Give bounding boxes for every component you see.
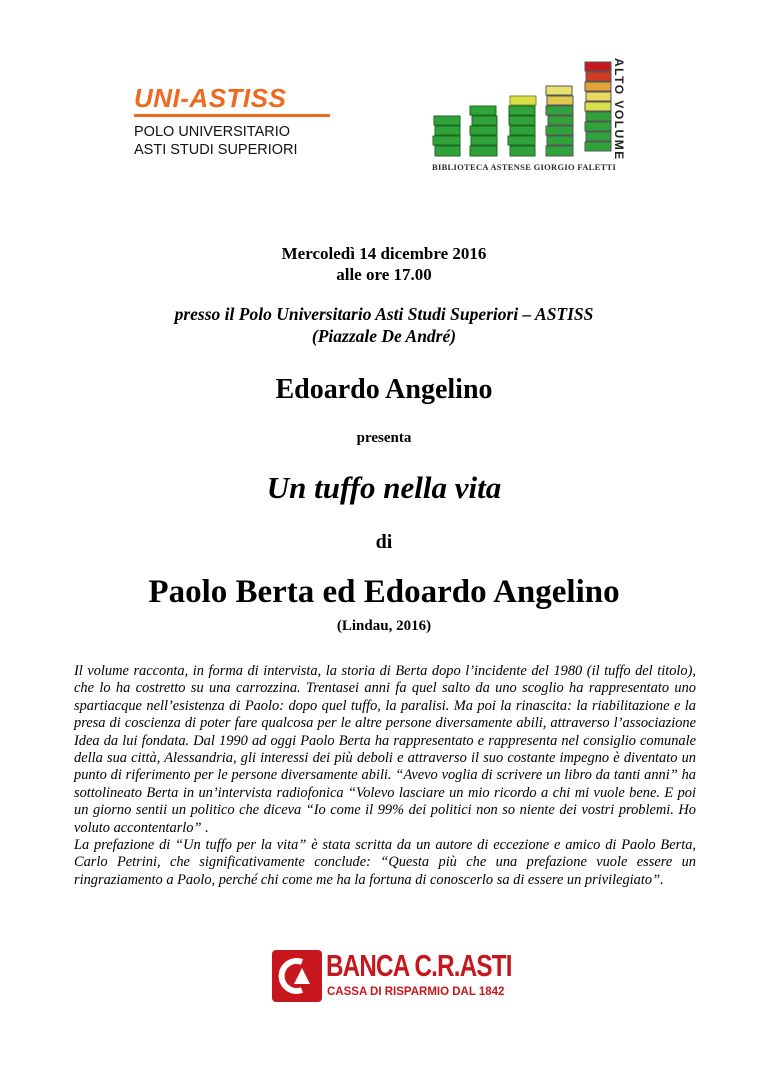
venue-detail: (Piazzale De André)	[311, 326, 457, 346]
book-publisher: (Lindau, 2016)	[336, 618, 432, 634]
biblioteca-caption: BIBLIOTECA ASTENSE GIORGIO FALETTI	[432, 162, 617, 172]
uni-astiss-line1: POLO UNIVERSITARIO	[134, 124, 291, 140]
book-stacks-icon	[430, 58, 615, 162]
bank-name: BANCA C.R.ASTI	[326, 948, 512, 983]
uni-astiss-line2: ASTI STUDI SUPERIORI	[134, 142, 298, 158]
uni-astiss-subtitle	[134, 123, 344, 159]
alto-volume-label: ALTO VOLUME	[612, 58, 626, 161]
book-title: Un tuffo nella vita	[266, 470, 502, 505]
bank-subtitle: CASSA DI RISPARMIO DAL 1842	[327, 986, 505, 998]
banca-cr-asti-logo	[272, 950, 512, 1004]
uni-astiss-rule	[134, 114, 330, 117]
presents-label: presenta	[356, 430, 412, 446]
event-date: Mercoledì 14 dicembre 2016	[281, 244, 487, 263]
uni-astiss-title: UNI-ASTISS	[134, 83, 287, 113]
event-time: alle ore 17.00	[336, 265, 432, 284]
description-paragraph-2: La prefazione di “Un tuffo per la vita” è stata scritta da un autore di eccezione e amico di Paolo Berta, Carlo Petrini, che significativamente conclude: “Questa più che una prefazione vuole essere un ringraziamento a Paolo, perché chi come me ha la fortuna di conoscerlo sa di essere un privilegiato”.	[74, 837, 696, 888]
event-datetime	[0, 243, 768, 285]
description-paragraph-1: Il volume racconta, in forma di intervista, la storia di Berta dopo l’incidente del 1980 (il tuffo del titolo), che lo ha costretto su una carrozzina. Trentasei anni fa quel salto da uno scoglio ha rappresentato uno spartiacque nell’esistenza di Paolo: dopo quel tuffo, la paralisi. Ma poi la rinascita: la riabilitazione e la presa di coscienza di poter fare qualcosa per le altre persone diversamente abili, attraverso l’associazione Idea da lui fondata. Dal 1990 ad oggi Paolo Berta ha rappresentato e rappresenta nel consiglio comunale della sua città, Alessandria, gli interessi dei più deboli e attraverso il suo costante impegno è diventato un punto di riferimento per le persone diversamente abili. “Avevo voglia di scrivere un libro da tanti anni” ha sottolineato Berta in un’intervista radiofonica “Volevo lasciare un mio ricordo a chi mi vuole bene. E poi un giorno sentii un politico che diceva “Io come il 99% dei politici non so niente dei vostri problemi. Ho voluto accontentarlo” .	[74, 663, 696, 836]
venue-name: presso il Polo Universitario Asti Studi Superiori – ASTISS	[174, 304, 594, 324]
bank-emblem-icon	[272, 950, 322, 1002]
book-authors: Paolo Berta ed Edoardo Angelino	[148, 574, 620, 610]
uni-astiss-logo	[134, 84, 344, 159]
presenter-name: Edoardo Angelino	[275, 374, 493, 405]
book-description	[74, 663, 696, 889]
by-label: di	[375, 531, 393, 553]
event-venue	[0, 303, 768, 347]
